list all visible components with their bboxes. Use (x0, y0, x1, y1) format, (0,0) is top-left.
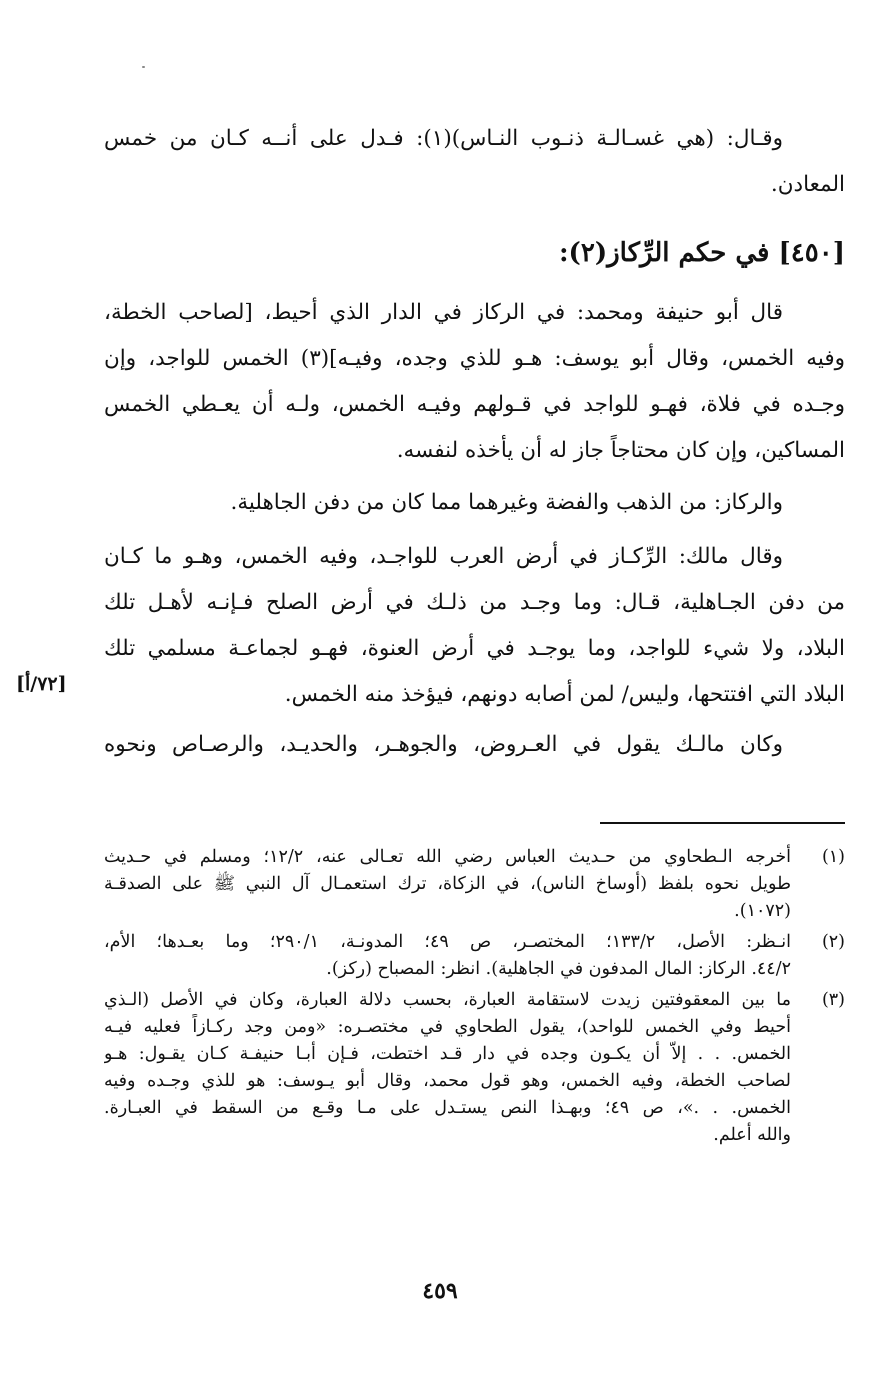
page-number: ٤٥٩ (422, 1278, 458, 1304)
footnote-1 (104, 844, 845, 925)
footnote-3 (104, 987, 845, 1149)
footnote-number: (١) (821, 847, 845, 867)
scan-speck (142, 66, 145, 68)
footnote-number: (٢) (821, 932, 845, 952)
paragraph-4 (104, 722, 845, 768)
footnote-line: أخرجه الـطحاوي من حـديث العباس رضي الله تعـالى عنه، ١٢/٢؛ ومسلم في حـديث (104, 847, 791, 867)
text-line: المساكين، وإن كان محتاجاً جاز له أن يأخذه لنفسه. (396, 438, 845, 463)
text-line: وقال مالك: الرِّكـاز في أرض العرب للواجـد، وفيه الخمس، وهـو ما كـان (104, 544, 783, 569)
footnotes (104, 844, 845, 1149)
text-line: البلاد التي افتتحها، وليس/ لمن أصابه دونهم، فيؤخذ منه الخمس. (284, 682, 845, 707)
section-heading: [٤٥٠] في حكم الرِّكاز(٢): (558, 238, 845, 268)
paragraph-1 (104, 290, 845, 474)
footnote-2 (104, 929, 845, 983)
footnote-line: انـظر: الأصل، ١٣٣/٢؛ المختصـر، ص ٤٩؛ المدونـة، ٢٩٠/١؛ وما بعـدها؛ الأم، (104, 932, 791, 952)
footnote-line: الخمس. . .»، ص ٤٩؛ وبهـذا النص يستـدل على مـا وقـع من السقط في العبـارة. (104, 1098, 791, 1118)
text-line: وكان مالـك يقول في العـروض، والجوهـر، والحديـد، والرصـاص ونحوه (104, 732, 783, 757)
text-line: والركاز: من الذهب والفضة وغيرهما مما كان من دفن الجاهلية. (230, 490, 783, 515)
text-line: وفيه الخمس، وقال أبو يوسف: هـو للذي وجده، وفيـه](٣) الخمس للواجد، وإن (104, 346, 845, 371)
paragraph-2 (104, 480, 845, 526)
paragraph-3 (104, 534, 845, 718)
text-line: المعادن. (770, 172, 845, 197)
text-line: البلاد، ولا شيء للواجد، وما يوجـد في أرض العنوة، فهـو لجماعـة مسلمي تلك (104, 636, 845, 661)
text-line: وقـال: (هي غسـالـة ذنـوب النـاس)(١): فـدل على أنــه كـان من خمس (104, 126, 783, 151)
footnote-line: لصاحب الخطة، وفيه الخمس، وهو قول محمد، وقال أبو يـوسف: هو للذي وجـده وفيه (104, 1071, 791, 1091)
text-line: من دفن الجـاهلية، قـال: وما وجـد من ذلـك في أرض الصلح فـإنـه لأهـل تلك (104, 590, 845, 615)
footnote-line: ٤٤/٢. الركاز: المال المدفون في الجاهلية). انظر: المصباح (ركز). (326, 959, 791, 979)
margin-folio-note: [٧٢/أ] (16, 673, 67, 695)
footnote-line: طويل نحوه بلفظ (أوساخ الناس)، في الزكاة، ترك استعمـال آل النبي ﷺ على الصدقـة (104, 874, 791, 894)
footnote-line: والله أعلم. (713, 1125, 791, 1145)
text-line: وجـده في فلاة، فهـو للواجد في قـولهم وفيـه الخمس، ولـه أن يعـطي الخمس (104, 392, 845, 417)
footnote-number: (٣) (821, 990, 845, 1010)
intro-paragraph (104, 116, 845, 208)
footnote-line: (١٠٧٢). (734, 901, 791, 921)
footnote-separator (600, 822, 845, 824)
footnote-line: ما بين المعقوفتين زيدت لاستقامة العبارة، بحسب دلالة العبارة، وكان في الأصل (الـذي (104, 990, 791, 1010)
footnote-line: الخمس. . . إلاَّ أن يكـون وجده في دار قـد اختطت، فـإن أبـا حنيفـة كـان يقـول: هـو (104, 1044, 791, 1064)
text-line: قال أبو حنيفة ومحمد: في الركاز في الدار الذي أحيط، [لصاحب الخطة، (104, 300, 783, 325)
footnote-line: أحيط وفي الخمس للواحد)، يقول الطحاوي في مختصـره: «ومن وجد ركـازاً فعليه فيـه (104, 1017, 791, 1037)
